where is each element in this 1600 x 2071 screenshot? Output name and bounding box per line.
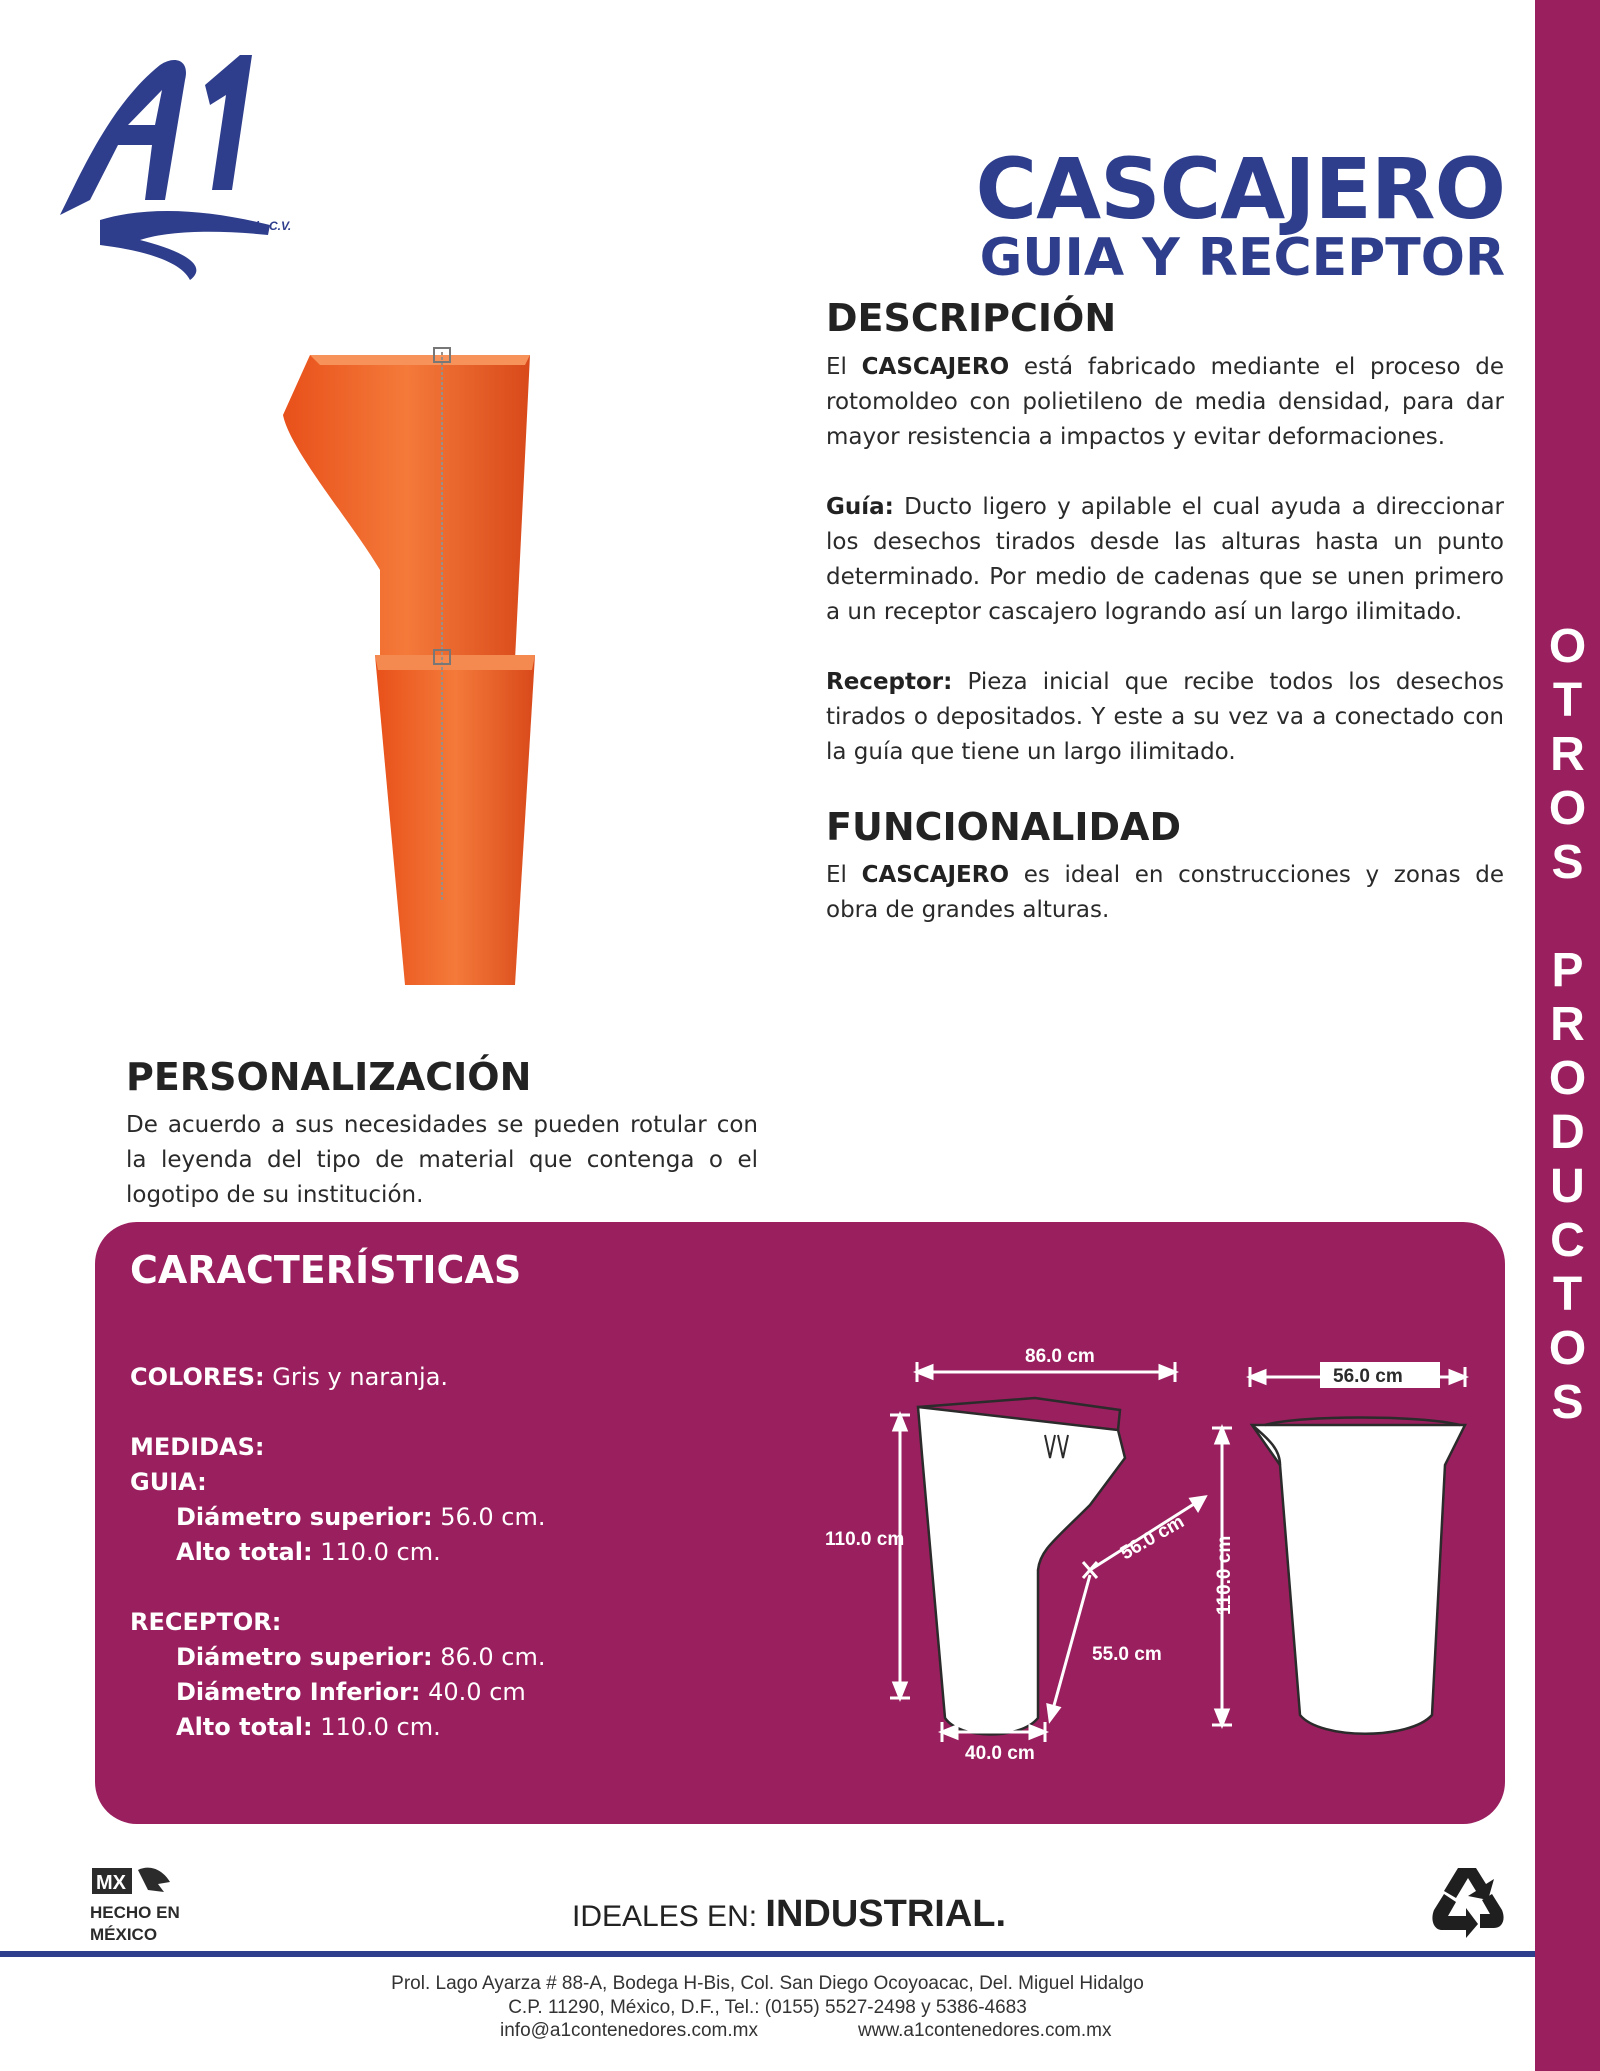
dim-height-left: 110.0 cm — [825, 1529, 905, 1550]
hecho-en-label: HECHO EN — [90, 1903, 180, 1922]
side-label-letter: T — [1552, 674, 1583, 727]
spec-receptor-label: RECEPTOR: — [130, 1608, 282, 1636]
descripcion-p1: El CASCAJERO está fabricado mediante el proceso de rotomoldeo con polietileno de media densidad, para dar mayor resistencia a impactos y evitar deformaciones. — [826, 354, 1505, 450]
side-label-letter: S — [1551, 836, 1584, 889]
address-line-2: C.P. 11290, México, D.F., Tel.: (0155) 5527-2498 y 5386-4683 — [508, 1997, 1027, 2018]
logo-suffix: S.A. de C.V. — [225, 219, 292, 233]
spec-guia-diametro: Diámetro superior: 56.0 cm. — [176, 1503, 546, 1531]
side-label-letter: O — [1548, 620, 1587, 673]
page-subtitle: GUIA Y RECEPTOR — [979, 228, 1505, 288]
side-label-letter: C — [1550, 1214, 1585, 1267]
dimension-diagram — [800, 1340, 1490, 1780]
product-photo — [270, 340, 570, 1000]
side-label-letter: D — [1550, 1106, 1585, 1159]
side-label-letter: O — [1548, 782, 1587, 835]
dim-height-right: 110.0 cm — [1214, 1535, 1235, 1615]
side-label-letter: U — [1550, 1160, 1585, 1213]
side-label-letter: R — [1550, 728, 1585, 781]
hecho-en-mexico-badge — [88, 1860, 188, 1950]
dim-top-left: 86.0 cm — [1025, 1346, 1095, 1367]
funcionalidad-text: El CASCAJERO es ideal en construcciones y zonas de obra de grandes alturas. — [826, 862, 1504, 923]
side-label-productos — [1535, 944, 1600, 1430]
spec-receptor-alto: Alto total: 110.0 cm. — [176, 1713, 441, 1741]
side-label-letter: R — [1550, 998, 1585, 1051]
side-label-letter: P — [1551, 944, 1584, 997]
mx-label: MX — [96, 1872, 126, 1894]
email-link[interactable]: info@a1contenedores.com.mx — [500, 2020, 758, 2041]
dim-top-right: 56.0 cm — [1333, 1366, 1403, 1387]
recycle-icon — [1428, 1862, 1508, 1938]
a1-logo — [40, 25, 300, 285]
website-link[interactable]: www.a1contenedores.com.mx — [858, 2020, 1112, 2041]
dim-slant: 56.0 cm — [1117, 1511, 1188, 1565]
side-label-letter: O — [1548, 1052, 1587, 1105]
page-title: CASCAJERO — [975, 140, 1505, 238]
footer-divider — [0, 1951, 1535, 1957]
dim-lower: 55.0 cm — [1092, 1644, 1162, 1665]
ideales-en: IDEALES EN: INDUSTRIAL. — [572, 1893, 1007, 1935]
side-label-otros — [1535, 620, 1600, 890]
dim-bottom: 40.0 cm — [965, 1743, 1035, 1764]
side-label-letter: S — [1551, 1376, 1584, 1429]
address-line-1: Prol. Lago Ayarza # 88-A, Bodega H-Bis, Col. San Diego Ocoyoacac, Del. Miguel Hidalgo — [391, 1973, 1144, 1994]
eagle-icon — [138, 1868, 170, 1892]
mexico-label: MÉXICO — [90, 1925, 158, 1944]
spec-guia-alto: Alto total: 110.0 cm. — [176, 1538, 441, 1566]
caracteristicas-heading: CARACTERÍSTICAS — [130, 1248, 522, 1292]
side-label-letter: T — [1552, 1268, 1583, 1321]
side-label — [1535, 620, 1600, 1430]
spec-receptor-diametro-superior: Diámetro superior: 86.0 cm. — [176, 1643, 546, 1671]
spec-medidas-label: MEDIDAS: — [130, 1433, 265, 1461]
side-label-letter: O — [1548, 1322, 1587, 1375]
descripcion-heading: DESCRIPCIÓN — [826, 296, 1117, 340]
spec-guia-label: GUIA: — [130, 1468, 207, 1496]
descripcion-receptor: Receptor: Pieza inicial que recibe todos los desechos tirados o depositados. Y este a su vez va a conectado con la guía que tiene un largo ilimitado. — [826, 669, 1504, 765]
funcionalidad-heading: FUNCIONALIDAD — [826, 805, 1182, 849]
spec-colores: COLORES: Gris y naranja. — [130, 1363, 449, 1391]
descripcion-guia: Guía: Ducto ligero y apilable el cual ayuda a direccionar los desechos tirados desde las alturas hasta un punto determinado. Por medio de cadenas que se unen primero a un receptor cascajero logrando así un largo ilimitado. — [826, 494, 1504, 625]
personalizacion-text: De acuerdo a sus necesidades se pueden rotular con la leyenda del tipo de material que contenga o el logotipo de su institución. — [126, 1112, 758, 1208]
spec-receptor-diametro-inferior: Diámetro Inferior: 40.0 cm — [176, 1678, 526, 1706]
personalizacion-heading: PERSONALIZACIÓN — [126, 1055, 532, 1099]
